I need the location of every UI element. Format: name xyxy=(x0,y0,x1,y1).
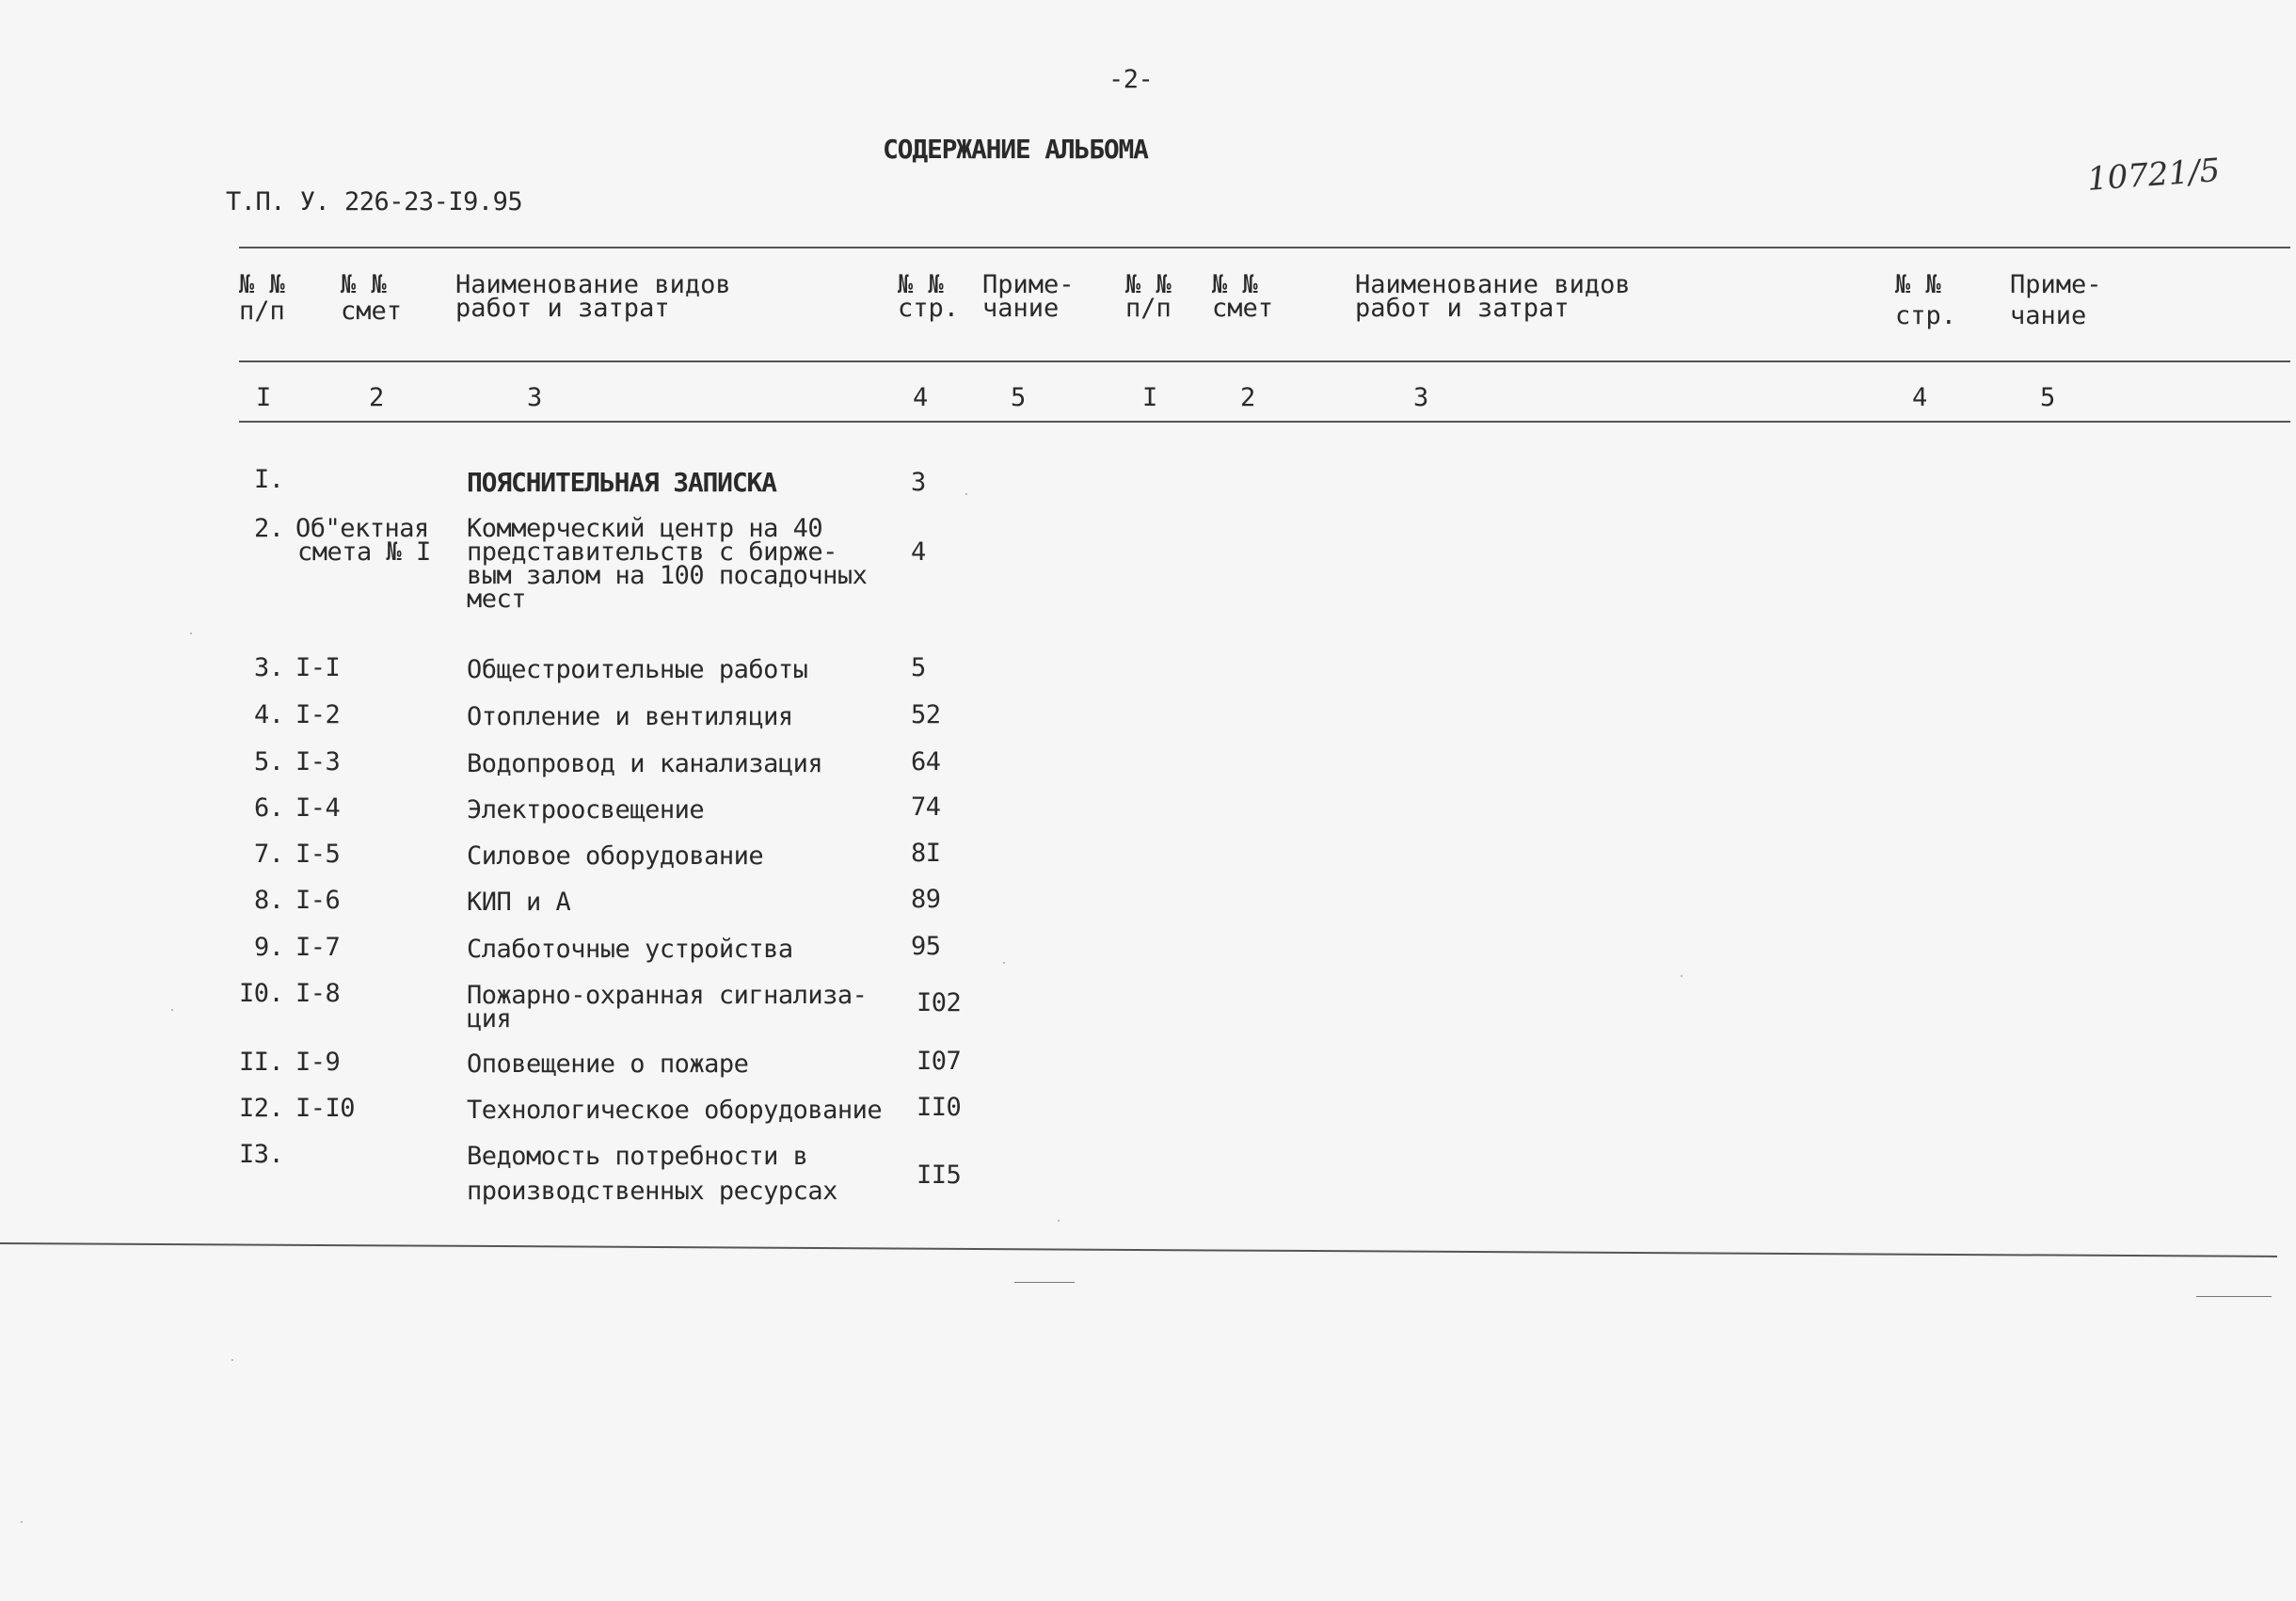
scan-speck xyxy=(231,1359,233,1361)
column-number: 3 xyxy=(527,383,542,412)
row-number: I0. xyxy=(239,979,284,1008)
row-name: Силовое оборудование xyxy=(467,841,764,871)
row-smeta: I-I0 xyxy=(295,1094,356,1123)
scan-speck xyxy=(1003,962,1005,964)
short-rule xyxy=(2196,1296,2272,1297)
row-name: Коммерческий центр на 40 представительств с бирже- вым залом на 100 посадочных мест xyxy=(467,514,868,614)
header-col-name-right: Наименование видов работ и затрат xyxy=(1355,270,1631,323)
scan-speck xyxy=(21,1521,23,1523)
row-number: I3. xyxy=(239,1140,284,1169)
row-name: Пожарно-охранная сигнализа- ция xyxy=(467,981,868,1033)
row-name: Водопровод и канализация xyxy=(467,749,823,778)
header-col-note-right: Приме- чание xyxy=(2010,270,2102,330)
row-smeta: I-3 xyxy=(295,747,341,776)
document-code: Т.П. У. 226-23-I9.95 xyxy=(226,187,523,216)
header-col-num-right: № № п/п xyxy=(1125,270,1172,323)
row-page: 3 xyxy=(911,468,926,497)
column-number: 5 xyxy=(2040,383,2055,412)
row-number: 5. xyxy=(254,747,284,776)
row-smeta: I-6 xyxy=(295,886,341,915)
row-name: Ведомость потребности в производственных ресурсах xyxy=(467,1142,837,1206)
row-page: 89 xyxy=(911,885,941,914)
header-col-smeta: № № смет xyxy=(341,270,403,326)
row-number: 6. xyxy=(254,793,284,823)
page-title: СОДЕРЖАНИЕ АЛЬБОМА xyxy=(883,134,1148,165)
row-page: II0 xyxy=(917,1093,962,1122)
scan-speck xyxy=(1058,1220,1060,1222)
row-page: 4 xyxy=(911,537,926,567)
row-name: Оповещение о пожаре xyxy=(467,1049,749,1079)
table-bottom-rule xyxy=(0,1242,2277,1257)
row-smeta: I-9 xyxy=(295,1048,341,1077)
row-number: 2. xyxy=(254,514,284,543)
row-page: 5 xyxy=(911,653,926,682)
row-number: I2. xyxy=(239,1094,284,1123)
table-top-rule xyxy=(239,247,2290,248)
column-number: 2 xyxy=(369,383,384,412)
row-smeta: I-I xyxy=(295,653,341,682)
row-number: 9. xyxy=(254,933,284,962)
header-col-page-right: № № стр. xyxy=(1895,270,1957,330)
header-col-name: Наименование видов работ и затрат xyxy=(455,270,731,323)
row-number: 7. xyxy=(254,840,284,869)
row-smeta: I-2 xyxy=(295,700,341,729)
row-name: Общестроительные работы xyxy=(467,655,808,684)
row-smeta: I-4 xyxy=(295,793,341,823)
row-smeta: I-8 xyxy=(295,979,341,1008)
column-number: 3 xyxy=(1413,383,1428,412)
row-smeta: I-7 xyxy=(295,933,341,962)
row-number: 3. xyxy=(254,653,284,682)
row-name: Технологическое оборудование xyxy=(467,1096,883,1125)
column-number: I xyxy=(1142,383,1157,412)
row-page: I07 xyxy=(917,1047,962,1076)
row-name: Электроосвещение xyxy=(467,795,705,825)
column-number: 5 xyxy=(1011,383,1026,412)
row-name: ПОЯСНИТЕЛЬНАЯ ЗАПИСКА xyxy=(467,467,776,498)
header-col-num: № № п/п xyxy=(239,270,285,326)
column-number: 4 xyxy=(913,383,928,412)
page-number: -2- xyxy=(1108,65,1154,94)
column-number: I xyxy=(256,383,271,412)
header-col-page: № № стр. xyxy=(898,270,960,323)
scan-speck xyxy=(171,1009,173,1011)
row-page: 64 xyxy=(911,747,941,776)
row-smeta: I-5 xyxy=(295,840,341,869)
row-page: 74 xyxy=(911,792,941,822)
column-number: 4 xyxy=(1912,383,1927,412)
row-page: 52 xyxy=(911,700,941,729)
row-page: I02 xyxy=(917,988,962,1017)
row-name: КИП и А xyxy=(467,888,571,917)
row-page: 8I xyxy=(911,839,941,868)
header-col-note: Приме- чание xyxy=(982,270,1075,323)
row-number: 4. xyxy=(254,700,284,729)
header-bottom-rule xyxy=(239,360,2290,362)
header-col-smeta-right: № № смет xyxy=(1212,270,1274,323)
scan-speck xyxy=(190,632,192,634)
row-name: Отопление и вентиляция xyxy=(467,702,793,731)
scan-speck xyxy=(965,493,967,495)
scan-speck xyxy=(1681,975,1682,977)
handwritten-stamp: 10721/5 xyxy=(2085,152,2222,199)
row-name: Слаботочные устройства xyxy=(467,935,793,964)
column-numbers-rule xyxy=(239,421,2290,423)
row-smeta: Об"ектная смета № I xyxy=(295,514,431,567)
row-page: 95 xyxy=(911,932,941,961)
column-number: 2 xyxy=(1240,383,1255,412)
row-number: 8. xyxy=(254,886,284,915)
row-number: I. xyxy=(254,465,284,494)
row-page: II5 xyxy=(917,1161,962,1190)
short-rule xyxy=(1014,1282,1075,1283)
row-number: II. xyxy=(239,1048,284,1077)
